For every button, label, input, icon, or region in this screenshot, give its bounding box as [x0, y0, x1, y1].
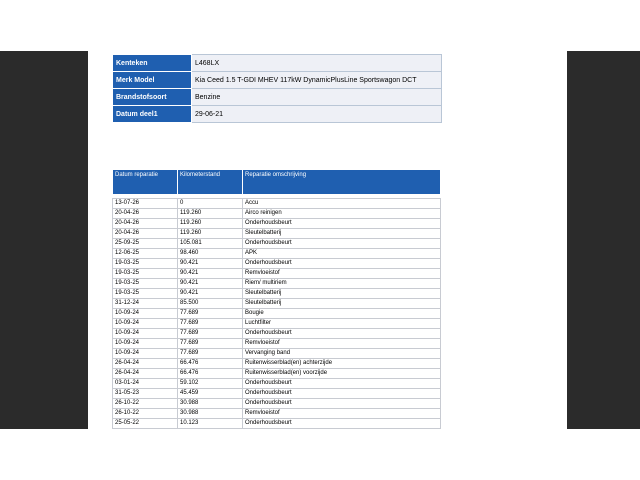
table-row	[113, 269, 441, 279]
table-row	[113, 319, 441, 329]
repair-km-cell: 66.476	[178, 369, 243, 379]
repair-km-cell: 30.988	[178, 409, 243, 419]
table-row	[113, 299, 441, 309]
left-dark-margin	[0, 51, 88, 429]
document-page	[88, 51, 567, 429]
repair-km-cell: 77.689	[178, 319, 243, 329]
repair-description-cell: Onderhoudsbeurt	[243, 389, 441, 399]
repair-description-cell: Onderhoudsbeurt	[243, 219, 441, 229]
table-row	[113, 199, 441, 209]
repair-km-cell: 90.421	[178, 259, 243, 269]
repair-date-cell: 31-05-23	[113, 389, 178, 399]
table-row	[113, 419, 441, 429]
repair-date-cell: 26-10-22	[113, 409, 178, 419]
repair-km-cell: 45.459	[178, 389, 243, 399]
table-row	[113, 409, 441, 419]
table-row	[113, 349, 441, 359]
repair-km-cell: 105.081	[178, 239, 243, 249]
repair-date-cell: 20-04-26	[113, 219, 178, 229]
repair-description-cell: Sleutelbatterij	[243, 299, 441, 309]
right-dark-margin	[567, 51, 640, 429]
repair-date-cell: 13-07-26	[113, 199, 178, 209]
vehicle-info-label: Brandstofsoort	[113, 89, 192, 106]
table-row	[113, 239, 441, 249]
repair-date-cell: 25-09-25	[113, 239, 178, 249]
repair-description-cell: Onderhoudsbeurt	[243, 399, 441, 409]
repair-date-cell: 20-04-26	[113, 209, 178, 219]
table-row	[113, 209, 441, 219]
repair-description-cell: Accu	[243, 199, 441, 209]
repair-km-cell: 59.102	[178, 379, 243, 389]
vehicle-info-label: Kenteken	[113, 55, 192, 72]
repair-date-cell: 19-03-25	[113, 279, 178, 289]
repair-km-cell: 66.476	[178, 359, 243, 369]
repair-km-cell: 98.460	[178, 249, 243, 259]
repair-km-cell: 119.260	[178, 209, 243, 219]
repair-km-cell: 77.689	[178, 339, 243, 349]
repair-description-cell: Remvloeistof	[243, 269, 441, 279]
repair-date-cell: 19-03-25	[113, 259, 178, 269]
repair-description-cell: Ruitenwisserblad(en) achterzijde	[243, 359, 441, 369]
repair-date-cell: 26-04-24	[113, 359, 178, 369]
vehicle-info-row	[113, 106, 442, 123]
repair-date-cell: 10-09-24	[113, 309, 178, 319]
repair-description-cell: Onderhoudsbeurt	[243, 259, 441, 269]
repair-header-row	[113, 170, 441, 195]
repair-description-cell: Sleutelbatterij	[243, 289, 441, 299]
repair-km-cell: 77.689	[178, 349, 243, 359]
repair-history-table	[112, 169, 441, 429]
repair-km-cell: 30.988	[178, 399, 243, 409]
header-kilometerstand: Kilometerstand	[178, 170, 243, 195]
repair-km-cell: 10.123	[178, 419, 243, 429]
repair-description-cell: Airco reinigen	[243, 209, 441, 219]
vehicle-info-row	[113, 72, 442, 89]
vehicle-info-label: Datum deel1	[113, 106, 192, 123]
vehicle-info-value: Benzine	[192, 89, 442, 106]
repair-description-cell: Onderhoudsbeurt	[243, 239, 441, 249]
repair-description-cell: Remvloeistof	[243, 339, 441, 349]
repair-date-cell: 26-04-24	[113, 369, 178, 379]
repair-km-cell: 119.260	[178, 229, 243, 239]
repair-description-cell: Luchtfilter	[243, 319, 441, 329]
vehicle-info-value: 29-06-21	[192, 106, 442, 123]
table-row	[113, 339, 441, 349]
table-row	[113, 369, 441, 379]
vehicle-info-table	[112, 54, 442, 123]
repair-km-cell: 90.421	[178, 289, 243, 299]
repair-km-cell: 90.421	[178, 279, 243, 289]
repair-date-cell: 12-06-25	[113, 249, 178, 259]
repair-date-cell: 10-09-24	[113, 349, 178, 359]
repair-km-cell: 90.421	[178, 269, 243, 279]
repair-km-cell: 77.689	[178, 309, 243, 319]
repair-date-cell: 10-09-24	[113, 329, 178, 339]
table-row	[113, 359, 441, 369]
vehicle-info-value: L468LX	[192, 55, 442, 72]
table-row	[113, 279, 441, 289]
repair-description-cell: Sleutelbatterij	[243, 229, 441, 239]
table-row	[113, 249, 441, 259]
header-reparatie-omschrijving: Reparatie omschrijving	[243, 170, 441, 195]
repair-date-cell: 31-12-24	[113, 299, 178, 309]
table-row	[113, 289, 441, 299]
vehicle-info-row	[113, 55, 442, 72]
table-row	[113, 379, 441, 389]
repair-km-cell: 85.500	[178, 299, 243, 309]
table-row	[113, 329, 441, 339]
repair-description-cell: APK	[243, 249, 441, 259]
repair-date-cell: 20-04-26	[113, 229, 178, 239]
repair-description-cell: Vervanging band	[243, 349, 441, 359]
table-row	[113, 399, 441, 409]
repair-description-cell: Ruitenwisserblad(en) voorzijde	[243, 369, 441, 379]
header-datum-reparatie: Datum reparatie	[113, 170, 178, 195]
table-row	[113, 389, 441, 399]
repair-km-cell: 119.260	[178, 219, 243, 229]
table-row	[113, 219, 441, 229]
repair-date-cell: 26-10-22	[113, 399, 178, 409]
table-row	[113, 229, 441, 239]
repair-date-cell: 03-01-24	[113, 379, 178, 389]
repair-description-cell: Riem/ multiriem	[243, 279, 441, 289]
table-row	[113, 259, 441, 269]
vehicle-info-label: Merk Model	[113, 72, 192, 89]
repair-description-cell: Bougie	[243, 309, 441, 319]
repair-date-cell: 25-05-22	[113, 419, 178, 429]
repair-date-cell: 10-09-24	[113, 319, 178, 329]
vehicle-info-row	[113, 89, 442, 106]
vehicle-info-value: Kia Ceed 1.5 T-GDI MHEV 117kW DynamicPlusLine Sportswagon DCT	[192, 72, 442, 89]
repair-description-cell: Onderhoudsbeurt	[243, 379, 441, 389]
table-row	[113, 309, 441, 319]
repair-date-cell: 10-09-24	[113, 339, 178, 349]
repair-date-cell: 19-03-25	[113, 269, 178, 279]
repair-km-cell: 77.689	[178, 329, 243, 339]
repair-description-cell: Onderhoudsbeurt	[243, 329, 441, 339]
repair-km-cell: 0	[178, 199, 243, 209]
repair-description-cell: Remvloeistof	[243, 409, 441, 419]
repair-description-cell: Onderhoudsbeurt	[243, 419, 441, 429]
repair-date-cell: 19-03-25	[113, 289, 178, 299]
